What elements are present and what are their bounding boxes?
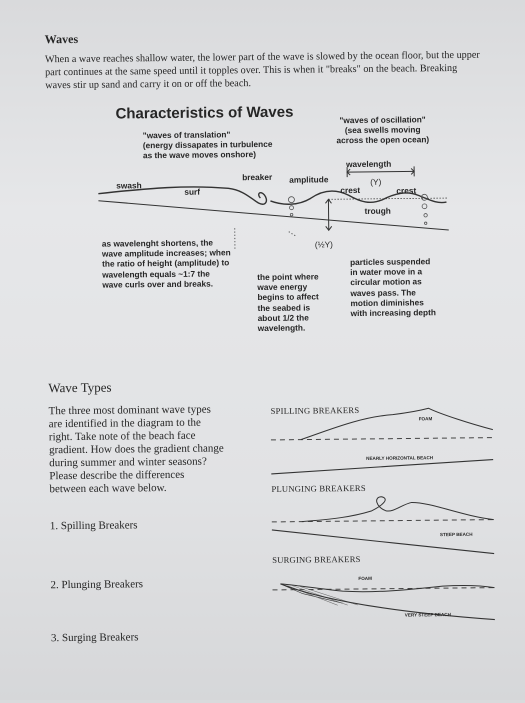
nearly-horizontal-beach-label: NEARLY HORIZONTAL BEACH: [366, 455, 434, 461]
half-y-label: (½Y): [314, 239, 333, 250]
trough-label: trough: [364, 205, 391, 216]
y-label: (Y): [370, 176, 382, 187]
breaker-label: breaker: [242, 171, 273, 183]
note-seabed: the point where wave energy begins to affect the seabed is about 1/2 the wavelength.: [257, 271, 319, 334]
steep-beach-label: STEEP BEACH: [439, 531, 473, 538]
spilling-breakers-label: SPILLING BREAKERS: [270, 404, 360, 416]
crest-label-2: crest: [396, 185, 417, 196]
plunging-breakers-label: PLUNGING BREAKERS: [271, 482, 366, 494]
crest-label-1: crest: [340, 184, 361, 196]
oscillation-label: "waves of oscillation" (sea swells moving across the open ocean): [336, 114, 430, 146]
very-steep-beach-label: VERY STEEP BEACH: [404, 612, 451, 618]
wave-types-description: The three most dominant wave types are identified in the diagram to the right. Take note of the beach face gradient. How does the gradient change during summer and winter seasons? Please describe the differences between each wave below.: [48, 403, 224, 496]
list-item-spilling: 1. Spilling Breakers: [49, 519, 138, 533]
foam-label-2: FOAM: [358, 575, 372, 582]
intro-paragraph: When a wave reaches shallow water, the lower part of the wave is slowed by the ocean floor, but the upper part continues at the same speed until it topples over. This is when it "breaks" on the beach. Breaking waves stir up sand and carry it on or off the beach.: [44, 49, 480, 91]
list-item-plunging: 2. Plunging Breakers: [50, 578, 144, 592]
wavelength-label: wavelength: [346, 158, 392, 170]
list-item-surging: 3. Surging Breakers: [50, 631, 139, 645]
breaker-diagrams: [0, 377, 525, 645]
note-particles: particles suspended in water move in a circular motion as waves pass. The motion diminishes with increasing depth: [350, 256, 436, 319]
swash-label: swash: [116, 180, 142, 191]
amplitude-label: amplitude: [289, 174, 329, 185]
diagram-title: Characteristics of Waves: [115, 103, 294, 123]
surging-breakers-label: SURGING BREAKERS: [272, 553, 361, 565]
page-title: Waves: [44, 31, 79, 47]
foam-label-1: FOAM: [418, 416, 433, 422]
surf-label: surf: [184, 186, 201, 197]
wave-types-title: Wave Types: [48, 379, 112, 396]
note-wavelength-shortens: as wavelenght shortens, the wave amplitude increases; when the ratio of height (amplitude) to wavelength equals ~1:7 the wave curls over and breaks.: [101, 237, 231, 290]
translation-label: "waves of translation" (energy dissapates in turbulence as the wave moves onshore): [142, 129, 273, 161]
